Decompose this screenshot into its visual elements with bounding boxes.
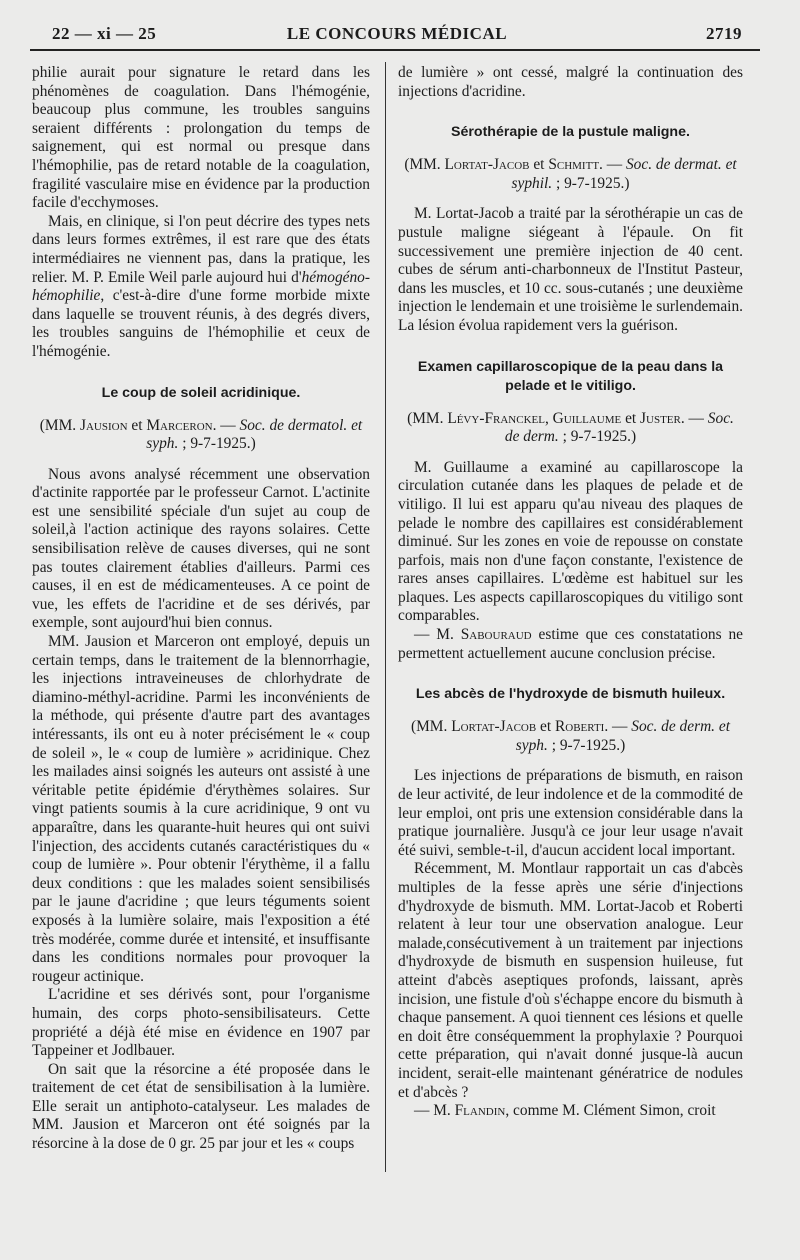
header-rule	[30, 49, 760, 51]
paragraph: Les injections de préparations de bismuth, en raison de leur activité, de leur indolence et de la commodité de leur emploi, ont pris une extension considérable dans la pratique journalière. Jusqu'à ce jour leur usage n'avait été suivi, semble-t-il, d'aucun accident local important.	[398, 767, 743, 859]
paragraph: L'acridine et ses dérivés sont, pour l'organisme humain, des corps photo-sensibilisateurs. Cette propriété a déjà été mise en évidence en 1907 par Tappeiner et Jodlbauer.	[32, 986, 370, 1060]
paragraph: M. Guillaume a examiné au capillaroscope la circulation cutanée dans les plaques de pelade et de vitiligo. Il lui est apparu qu'au niveau des plaques de pelade le nombre des capillaires est considérablement diminué. Sur les zones en voie de repousse on constate parfois, mais non d'une façon constante, l'existence de rares anses capillaires. L'œdème est habituel sur les plaques. Les aspects capillaroscopiques du vitiligo sont comparables.	[398, 458, 743, 625]
section-title: Le coup de soleil acridinique.	[101, 384, 301, 401]
author: Juster	[640, 409, 681, 427]
journal-title: LE CONCOURS MÉDICAL	[286, 24, 508, 43]
section-reference: (MM. Lévy-Franckel, Guillaume et Juster. — Soc. de derm. ; 9-7-1925.)	[407, 409, 734, 446]
paragraph: — M. Sabouraud estime que ces constatations ne permettent actuellement aucune conclusion précise.	[398, 626, 744, 662]
author: Lortat-Jacob	[444, 156, 530, 174]
paragraph: philie aurait pour signature le retard dans les phénomènes de coagulation. Dans l'hémogénie, beaucoup plus commune, les troubles sanguins seraient différents : prolongation du temps de saignement, qui est normal ou presque dans l'hémophilie, pas de retard notable de la coagulation, fragilité vasculaire mise en évidence par la production facile d'ecchymoses.	[32, 64, 370, 212]
journal-ref: Soc. de dermat. et syphil.	[511, 156, 737, 192]
paragraph: — M. Flandin, comme M. Clément Simon, croit	[414, 1102, 716, 1120]
author: Sabouraud	[460, 626, 532, 644]
section-reference: (MM. Jausion et Marceron. — Soc. de dermatol. et syph. ; 9-7-1925.)	[39, 416, 363, 453]
section-title: Examen capillaroscopique de la peau dans la pelade et le vitiligo.	[417, 358, 724, 394]
author: Flandin	[454, 1102, 506, 1120]
paragraph: M. Lortat-Jacob a traité par la sérothérapie un cas de pustule maligne siégeant à l'épaule. On fit successivement une première injection de 40 cent. cubes de sérum anti-charbonneux de l'Institut Pasteur, dans les muscles, et 10 cc. sous-cutanés ; une deuxième injection le lendemain et une troisième le surlendemain. La lésion évolua rapidement vers la guérison.	[398, 205, 743, 334]
right-column	[398, 64, 743, 1121]
author: Guillaume	[552, 409, 622, 427]
journal-ref: Soc. de derm. et syph.	[515, 718, 730, 754]
journal-ref: Soc. de dermatol. et syph.	[146, 416, 363, 453]
author: Lortat-Jacob	[451, 718, 537, 736]
author: Marceron	[146, 416, 213, 434]
page-header	[52, 20, 742, 48]
author: Roberti	[555, 718, 605, 736]
italic-term: hémogéno-hémophilie	[32, 268, 370, 305]
section-reference: (MM. Lortat-Jacob et Roberti. — Soc. de derm. et syph. ; 9-7-1925.)	[411, 718, 730, 754]
issue-date: 22 — xi — 25	[52, 24, 157, 43]
author: Jausion	[79, 416, 128, 434]
paragraph: On sait que la résorcine a été proposée dans le traitement de cet état de sensibilisation à la lumière. Elle serait un antiphoto-catalyseur. Les malades de MM. Jausion et Marceron ont été soignés par la résorcine à la dose de 0 gr. 25 par jour et les « coups	[32, 1060, 370, 1153]
paragraph: MM. Jausion et Marceron ont employé, depuis un certain temps, dans le traitement de la blennorrhagie, les injections intraveineuses de chlorhydrate de diamino-méthyl-acridine. Parmi les inconvénients de la méthode, qui présente d'autre part des avantages intéressants, ils ont eu à noter précisément le « coup de soleil », le « coup de lumière » acridinique. Chez les mailades ainsi soignés les auteurs ont assisté à une véritable petite épidémie d'érythèmes solaires. Sur vingt patients soumis à la cure acridinique, 9 ont vu apparaître, dans les quarante-huit heures qui ont suivi l'injection, des accidents cutanés caractéristiques du « coup de lumière ». Pour obtenir l'érythème, il a fallu deux conditions : que les malades soient sensibilisés par le jaune d'acridine ; que leurs téguments soient exposés à la lumière solaire, mais l'exposition a été très modérée, comme durée et intensité, et insuffisante dans les conditions normales pour provoquer la rougeur actinique.	[32, 633, 370, 985]
paragraph: de lumière » ont cessé, malgré la continuation des injections d'acridine.	[398, 64, 743, 100]
page-number: 2719	[706, 24, 742, 43]
section-title: Les abcès de l'hydroxyde de bismuth huileux.	[415, 686, 726, 703]
author: Schmitt	[548, 156, 600, 174]
section-title: Sérothérapie de la pustule maligne.	[451, 124, 690, 141]
journal-ref: Soc. de derm.	[504, 409, 734, 446]
author: Lévy-Franckel	[447, 409, 545, 427]
section-reference: (MM. Lortat-Jacob et Schmitt. — Soc. de dermat. et syphil. ; 9-7-1925.)	[404, 156, 737, 192]
column-divider	[385, 62, 386, 1172]
left-column	[32, 64, 370, 1154]
paragraph: Mais, en clinique, si l'on peut décrire des types nets dans leurs formes extrêmes, il est rare que des états intermédiaires ne viennent pas, dans la pratique, les relier. M. P. Emile Weil parle aujourd hui d'hémogéno-hémophilie, c'est-à-dire d'une forme morbide mixte dans laquelle se trouvent réunis, à des degrés divers, les troubles sanguins de l'hémophilie et ceux de l'hémogénie.	[32, 212, 370, 360]
paragraph: Nous avons analysé récemment une observation d'actinite rapportée par le professeur Carnot. L'actinite est une sensibilité spéciale d'un sujet au coup de soleil,à l'action actinique des rayons solaires. Cette sensibilisation relève de causes diverses, qui ne sont pas toutes clairement établies d'ailleurs. Parmi ces causes, il en est de médicamenteuses. A ce point de vue, les effets de l'acridine et de ses dérivés, par exemple, sont aujourd'hui bien connus.	[32, 465, 370, 632]
paragraph: Récemment, M. Montlaur rapportait un cas d'abcès multiples de la fesse après une série d'injections d'hydroxyde de bismuth. MM. Lortat-Jacob et Roberti relatent à leur tour une observation analogue. Leur malade,consécutivement à un traitement par injections d'hydroxyde de bismuth en suspension huileuse, fut atteint d'abcès aseptiques profonds, laissant, après incision, une fistule d'où s'échappe encore du bismuth à chaque pansement. A quoi tiennent ces lésions et quelle en doit être conséquemment la prophylaxie ? Pourquoi cette préparation, qui n'avait donné jusque-là aucun incident, serait-elle maintenant génératrice de nodules et d'abcès ?	[398, 860, 743, 1101]
